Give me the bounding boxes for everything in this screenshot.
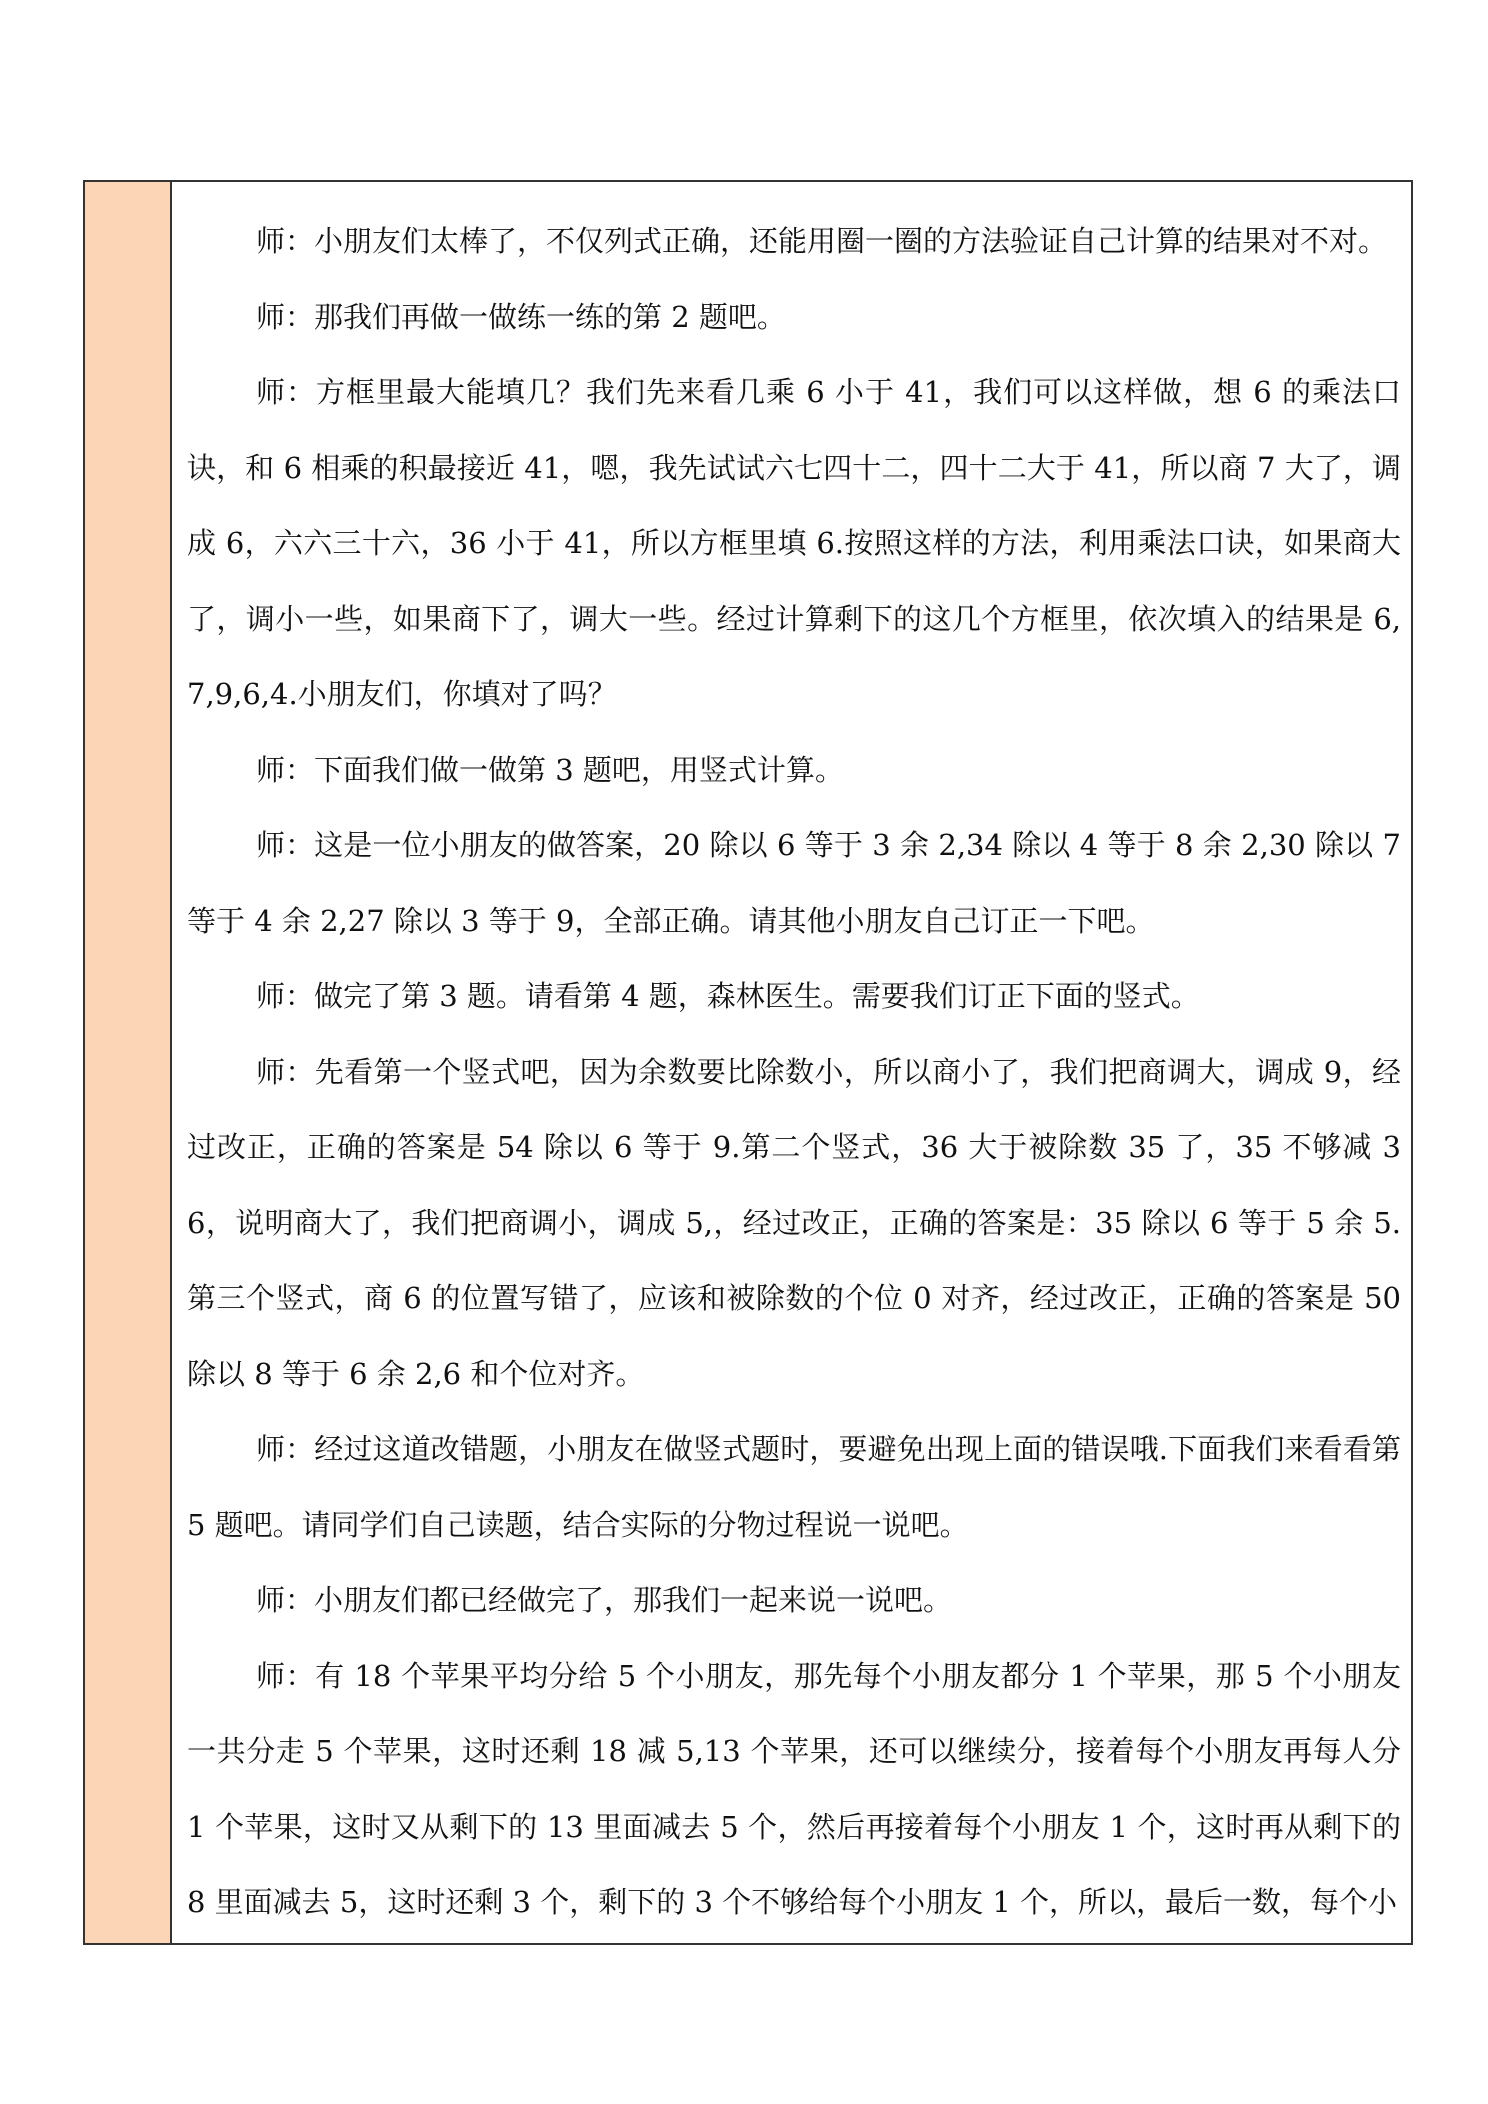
paragraph: 师：下面我们做一做第 3 题吧，用竖式计算。 xyxy=(256,752,844,787)
paragraph: 师：小朋友们都已经做完了，那我们一起来说一说吧。 xyxy=(256,1583,953,1617)
paragraph: 师：那我们再做一做练一练的第 2 题吧。 xyxy=(256,299,786,334)
table-content-cell xyxy=(172,182,1411,1943)
paragraph: 师：小朋友们太棒了，不仅列式正确，还能用圈一圈的方法验证自己计算的结果对不对。 xyxy=(256,224,1388,258)
paragraph: 师：做完了第 3 题。请看第 4 题，森林医生。需要我们订正下面的竖式。 xyxy=(256,979,1200,1013)
paragraph: 师：方框里最大能填几？我们先来看几乘 6 小于 41，我们可以这样做，想 6 的乘法口诀，和 6 相乘的积最接近 41，嗯，我先试试六七四十二，四十二大于 41，所以商 7 大了，调成 6，六六三十六，36 小于 41，所以方框里填 6.按照这样的方法，利用乘法口诀，如果商大了，调小一些，如果商下了，调大一些。经过计算剩下的这几个方框里，依次填入的结果是 6,7,9,6,4.小朋友们，你填对了吗？ xyxy=(187,375,1401,711)
paragraph: 师：先看第一个竖式吧，因为余数要比除数小，所以商小了，我们把商调大，调成 9，经过改正，正确的答案是 54 除以 6 等于 9.第二个竖式，36 大于被除数 35 了，35 不够减 36，说明商大了，我们把商调小，调成 5,，经过改正，正确的答案是：35 除以 6 等于 5 余 5.第三个竖式，商 6 的位置写错了，应该和被除数的个位 0 对齐，经过改正，正确的答案是 50 除以 8 等于 6 余 2,6 和个位对齐。 xyxy=(187,1054,1401,1391)
table-side-column xyxy=(85,182,172,1943)
paragraph: 师：经过这道改错题，小朋友在做竖式题时，要避免出现上面的错误哦.下面我们来看看第 5 题吧。请同学们自己读题，结合实际的分物过程说一说吧。 xyxy=(187,1432,1401,1542)
paragraph: 师：这是一位小朋友的做答案，20 除以 6 等于 3 余 2,34 除以 4 等于 8 余 2,30 除以 7 等于 4 余 2,27 除以 3 等于 9，全部正确。请其他小朋友自己订正一下吧。 xyxy=(187,828,1401,938)
lesson-table xyxy=(83,180,1413,1945)
paragraph: 师：有 18 个苹果平均分给 5 个小朋友，那先每个小朋友都分 1 个苹果，那 5 个小朋友一共分走 5 个苹果，这时还剩 18 减 5,13 个苹果，还可以继续分，接着每个小朋友再每人分 1 个苹果，这时又从剩下的 13 里面减去 5 个，然后再接着每个小朋友 1 个，这时再从剩下的 8 里面减去 5，这时还剩 3 个，剩下的 3 个不够给每个小朋友 1 个，所以，最后一数，每个小 xyxy=(187,1658,1401,1919)
